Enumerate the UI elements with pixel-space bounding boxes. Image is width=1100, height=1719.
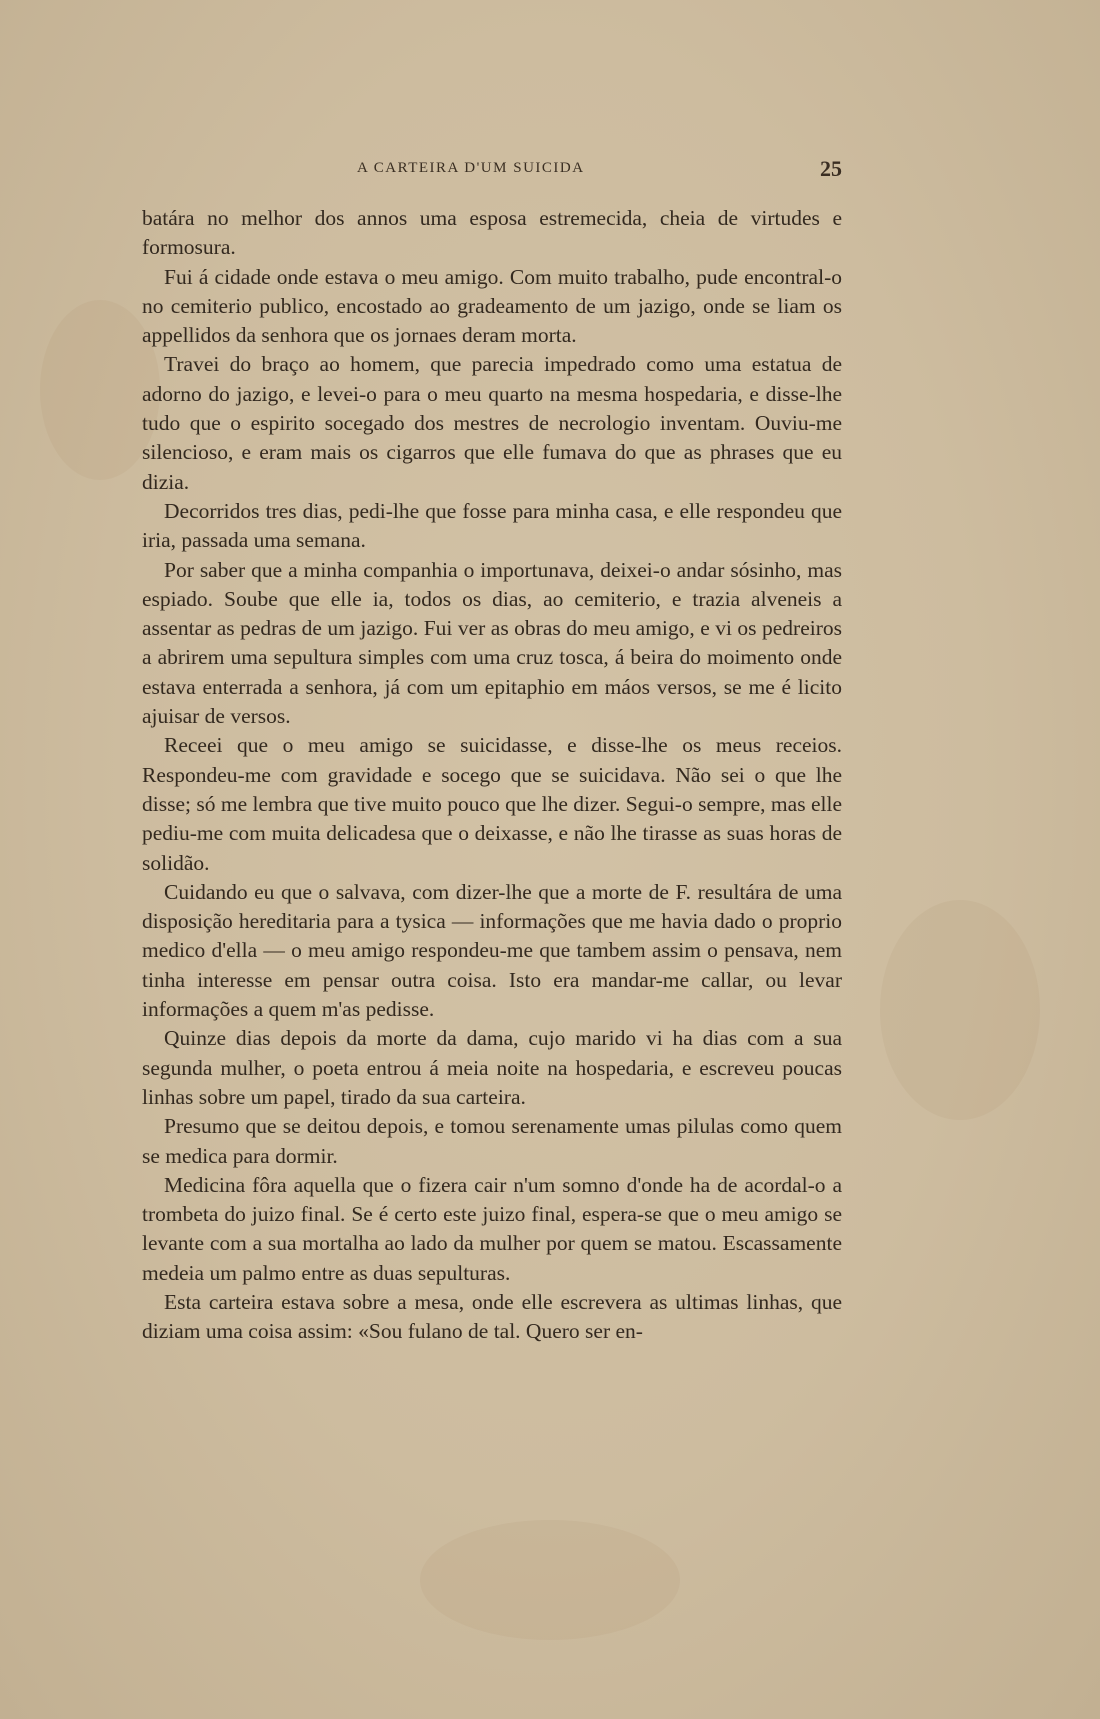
paragraph: Fui á cidade onde estava o meu amigo. Com muito trabalho, pude encontral-o no cemiterio publico, encostado ao gradeamento de um jazigo, onde se liam os appellidos da senhora que os jornaes deram morta.: [142, 264, 842, 348]
running-title: A CARTEIRA D'UM SUICIDA: [357, 160, 585, 176]
paragraph: batára no melhor dos annos uma esposa estremecida, cheia de virtudes e formosura.: [142, 206, 842, 260]
paragraph: Travei do braço ao homem, que parecia impedrado como uma estatua de adorno do jazigo, e levei-o para o meu quarto na mesma hospedaria, e disse-lhe tudo que o espirito socegado dos mestres de necrologio inventam. Ouviu-me silencioso, e eram mais os cigarros que elle fumava do que as phrases que eu dizia.: [142, 352, 842, 494]
paragraph: Cuidando eu que o salvava, com dizer-lhe que a morte de F. resultára de uma disposição hereditaria para a tysica — informações que me havia dado o proprio medico d'ella — o meu amigo respondeu-me que tambem assim o pensava, nem tinha interesse em pensar outra coisa. Isto era mandar-me callar, ou levar informações a quem m'as pedisse.: [142, 879, 842, 1022]
paragraph: Medicina fôra aquella que o fizera cair n'um somno d'onde ha de acordal-o a trombeta do juizo final. Se é certo este juizo final, espera-se que o meu amigo se levante com a sua mortalha ao lado da mulher por quem se matou. Escassamente medeia um palmo entre as duas sepulturas.: [142, 1172, 842, 1285]
paragraph: Por saber que a minha companhia o importunava, deixei-o andar sósinho, mas espiado. Soube que elle ia, todos os dias, ao cemiterio, e trazia alveneis a assentar as pedras de um jazigo. Fui ver as obras do meu amigo, e vi os pedreiros a abrirem uma sepultura simples com uma cruz tosca, á beira do moimento onde estava enterrada a senhora, já com um epitaphio em máos versos, se me é licito ajuisar de versos.: [142, 557, 842, 729]
paragraph: Presumo que se deitou depois, e tomou serenamente umas pilulas como quem se medica para dormir.: [142, 1114, 842, 1168]
paper-stain: [880, 900, 1040, 1120]
paper-stain: [420, 1520, 680, 1640]
running-head: [142, 156, 842, 184]
paragraph: Esta carteira estava sobre a mesa, onde elle escrevera as ultimas linhas, que diziam uma coisa assim: «Sou fulano de tal. Quero ser en-: [142, 1289, 842, 1344]
body-text: [142, 204, 842, 1347]
paragraph: Quinze dias depois da morte da dama, cujo marido vi ha dias com a sua segunda mulher, o poeta entrou á meia noite na hospedaria, e escreveu poucas linhas sobre um papel, tirado da sua carteira.: [142, 1026, 842, 1109]
page-number: 25: [820, 156, 842, 181]
paragraph: Decorridos tres dias, pedi-lhe que fosse para minha casa, e elle respondeu que iria, passada uma semana.: [142, 498, 842, 553]
paragraph: Receei que o meu amigo se suicidasse, e disse-lhe os meus receios. Respondeu-me com gravidade e socego que se suicidava. Não sei o que lhe disse; só me lembra que tive muito pouco que lhe dizer. Segui-o sempre, mas elle pediu-me com muita delicadesa que o deixasse, e não lhe tirasse as suas horas de solidão.: [142, 733, 842, 875]
